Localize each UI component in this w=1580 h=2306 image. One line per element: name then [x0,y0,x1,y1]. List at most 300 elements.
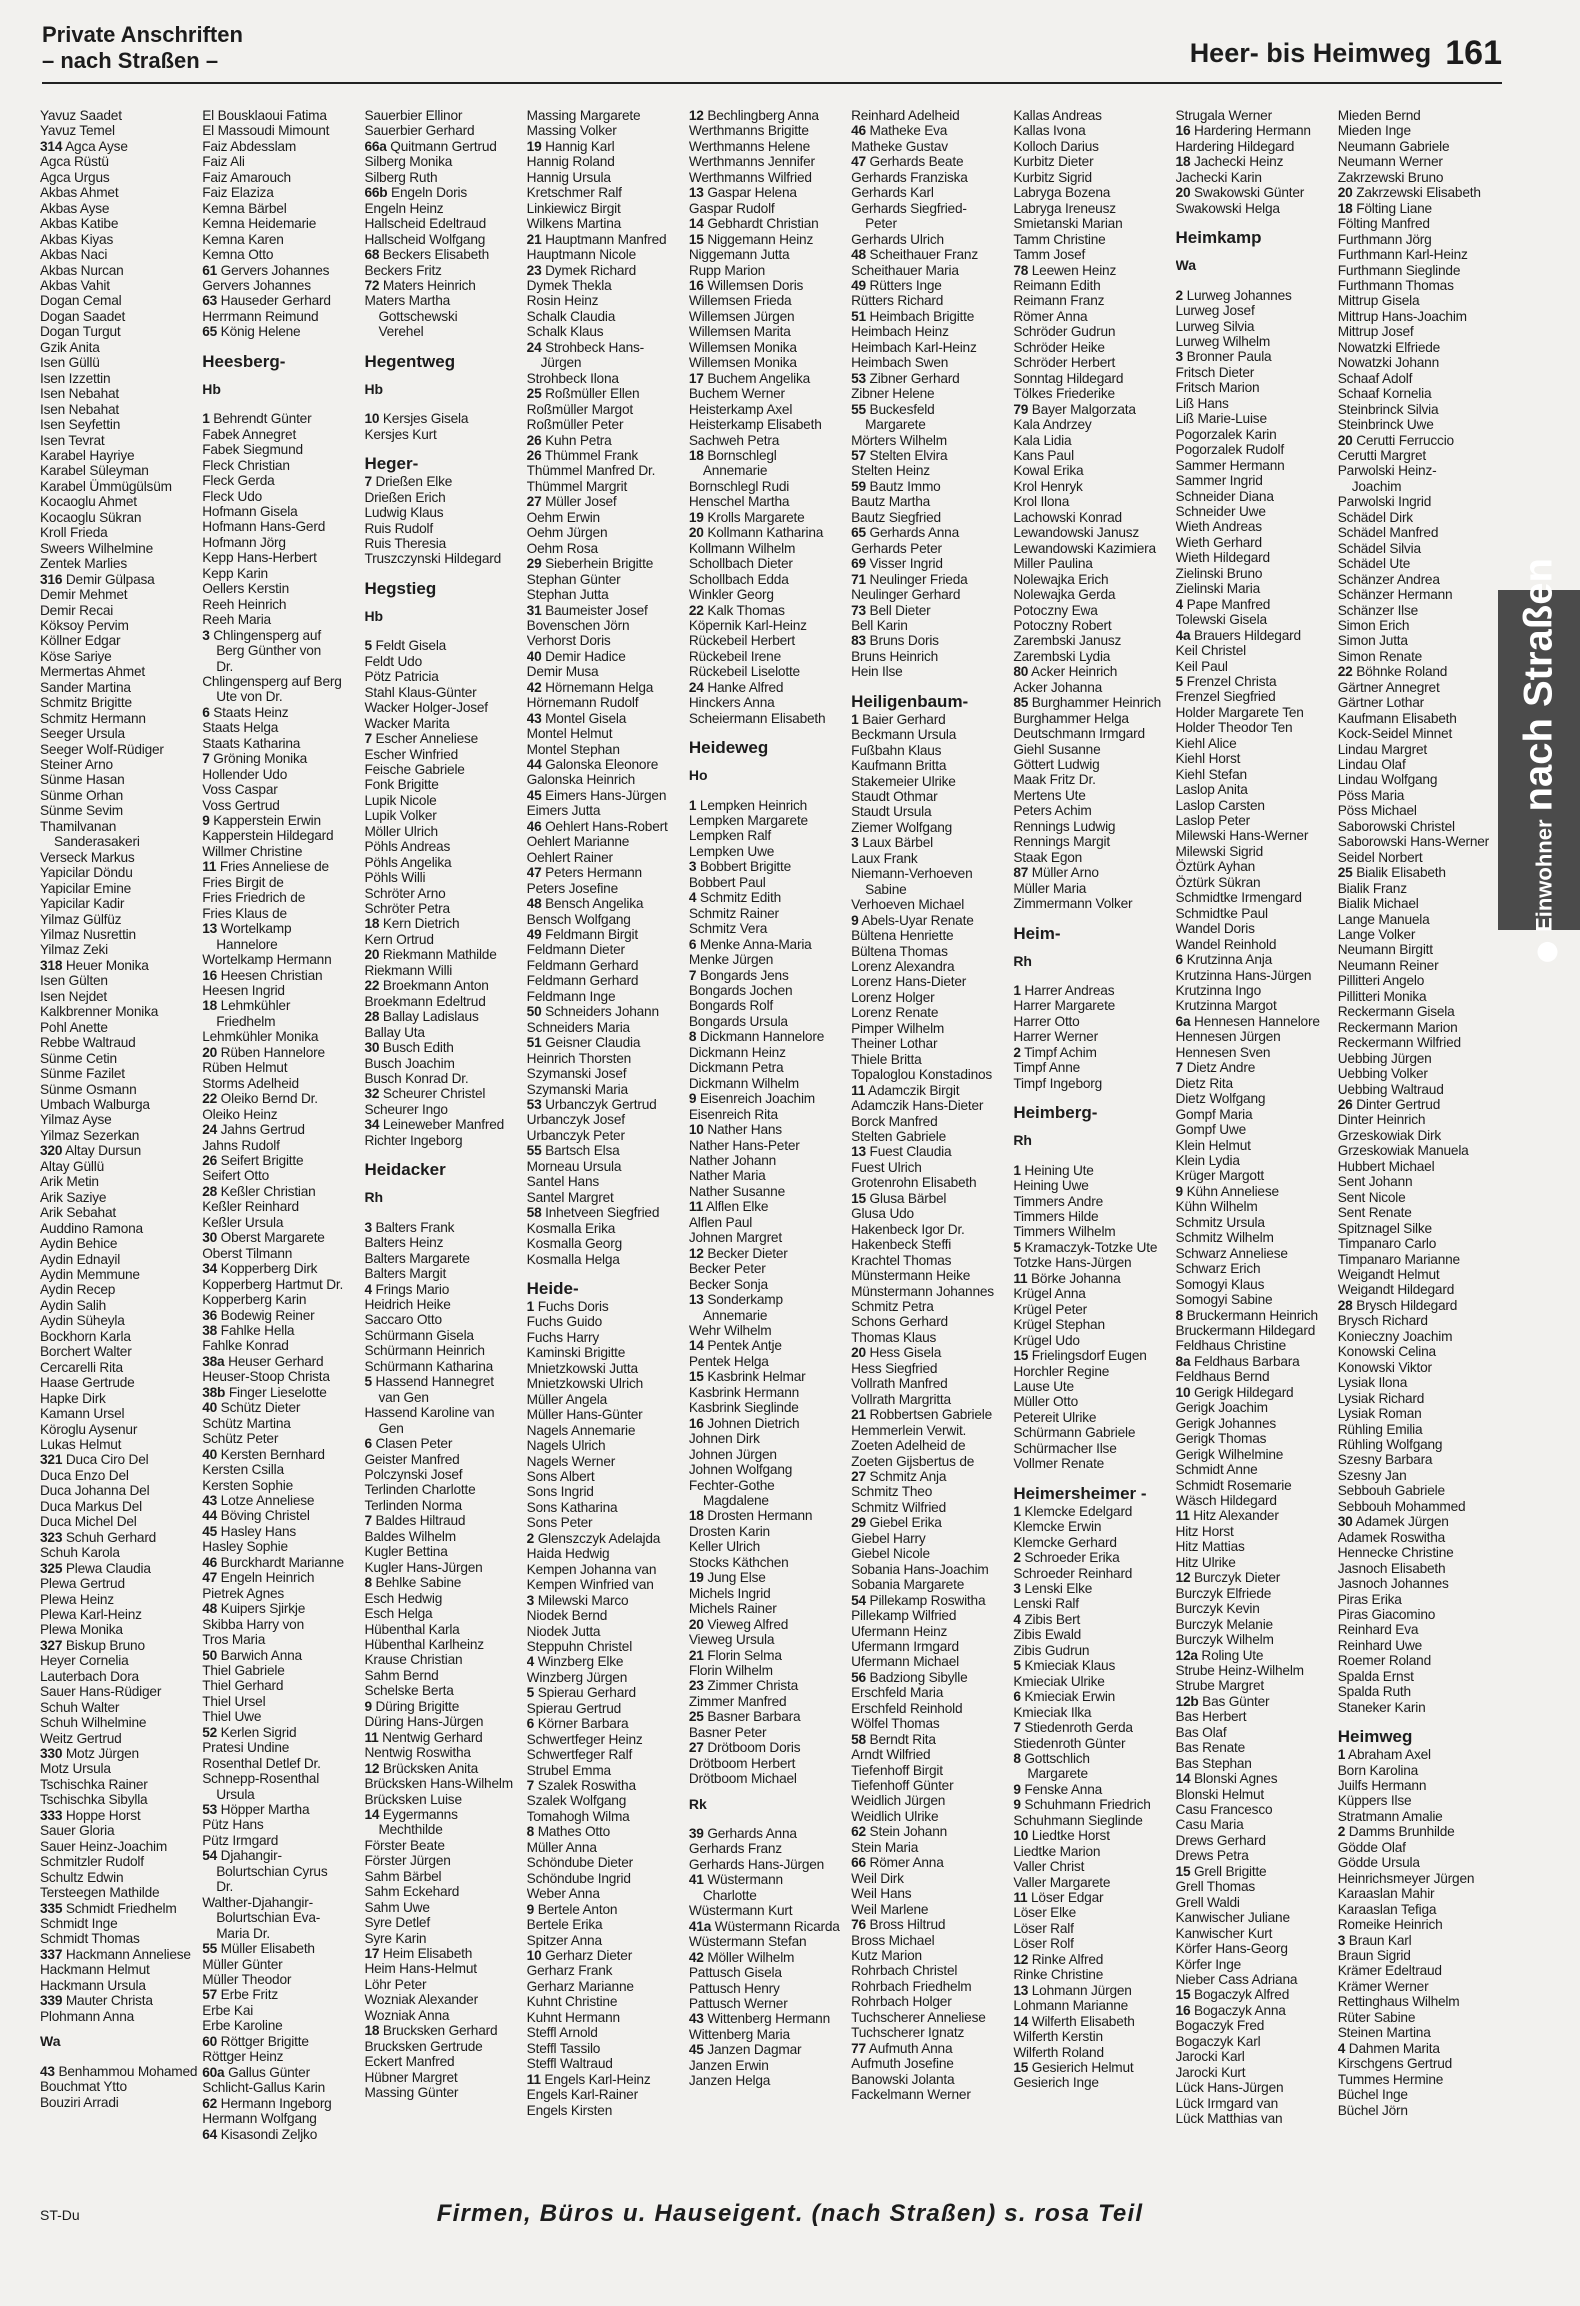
resident-name: Thümmel Frank [544,447,639,463]
resident-name: Fuest Claudia [869,1144,952,1160]
resident-name: Krutzinna Ingo [1175,983,1261,999]
resident-entry [1176,2003,1334,2018]
resident-entry [40,1576,198,1591]
resident-name: Höpper Martha [220,1802,310,1818]
resident-name: Grzeskowiak Dirk [1337,1127,1442,1143]
house-number: 1 [1013,983,1021,999]
resident-entry [40,896,198,911]
resident-name: Nolewajka Erich [1013,571,1109,587]
district-code: Hb [364,607,384,624]
resident-entry [851,340,1009,355]
resident-name: Kala Andrzey [1013,417,1092,433]
street-heading: Heidacker [364,1160,446,1180]
resident-entry [1176,1261,1334,1276]
resident-name: Nagels Annemarie [526,1422,636,1438]
resident-name: Krämer Edeltraud [1337,1963,1442,1979]
resident-entry [1176,1354,1334,1369]
resident-name: Faiz Ali [202,154,245,170]
resident-entry [689,1462,847,1477]
resident-entry [527,788,685,803]
house-number: 2 [526,1530,535,1546]
resident-name: Behrendt Günter [213,411,312,427]
resident-name: Fabek Siegmund [202,442,303,458]
resident-entry [202,278,360,293]
resident-name: Roßmüller Ellen [545,386,640,402]
resident-entry [1338,1653,1496,1668]
resident-entry [1013,649,1171,664]
resident-entry [40,1236,198,1251]
resident-name: Lorenz Renate [851,1005,939,1021]
resident-name: Urbanczyk Josef [526,1112,625,1128]
resident-name: Löser Elke [1013,1905,1076,1921]
resident-entry [689,1663,847,1678]
house-number: 333 [40,1807,63,1823]
resident-name: Hörnemann Helga [545,679,654,695]
resident-entry [689,216,847,231]
resident-entry [851,510,1009,525]
resident-name: Szalek Wolfgang [526,1793,627,1809]
resident-name: Topaloglou Konstadinos [851,1067,993,1083]
resident-entry [689,1416,847,1431]
resident-entry [527,633,685,648]
resident-name: Szymanski Josef [526,1066,627,1082]
resident-entry [1176,937,1334,952]
resident-name: Münstermann Heike [851,1268,971,1284]
resident-entry [364,1575,522,1590]
resident-entry [1013,1875,1171,1890]
resident-entry [364,1312,522,1327]
house-number: 14 [1013,2013,1029,2029]
resident-name: Laslop Anita [1175,782,1248,798]
resident-entry [527,1654,685,1669]
resident-name: Mieden Bernd [1337,108,1421,123]
resident-name: Fries Birgit de [202,874,284,890]
resident-entry [1338,1128,1496,1143]
resident-entry [1176,288,1334,303]
resident-entry [689,1199,847,1214]
resident-name: Szesny Jan [1337,1467,1407,1483]
resident-name: Bell Karin [851,617,908,633]
resident-entry [851,727,1009,742]
resident-name: Krügel Stephan [1013,1317,1105,1333]
resident-entry [364,1117,522,1132]
resident-name: Sebbouh Gabriele [1337,1483,1445,1499]
resident-entry [689,1740,847,1755]
resident-entry [364,1853,522,1868]
resident-name: Erbe Karoline [202,2018,283,2034]
resident-name: Lysiak Richard [1337,1390,1425,1406]
resident-name: Kern Dietrich [382,916,460,932]
resident-entry [1338,1886,1496,1901]
resident-entry [851,1376,1009,1391]
resident-name: Nowatzki Elfriede [1337,339,1441,355]
resident-entry [1338,525,1496,540]
resident-name: Jasnoch Elisabeth [1337,1560,1446,1576]
resident-entry [1338,448,1496,463]
resident-name: Frielingsdorf Eugen [1031,1348,1147,1364]
resident-entry [527,232,685,247]
resident-entry [1338,1004,1496,1019]
resident-entry [527,479,685,494]
resident-entry [1338,1638,1496,1653]
resident-entry [1013,865,1171,880]
resident-name: Cercarelli Rita [40,1359,123,1375]
resident-entry [689,664,847,679]
resident-entry [202,1539,360,1554]
house-number: 25 [1337,865,1353,881]
resident-name: Kapperstein Erwin [213,813,321,829]
resident-entry [851,1624,1009,1639]
resident-name: Michels Rainer [688,1601,777,1617]
resident-name: Lorenz Alexandra [851,959,955,975]
house-number: 13 [688,1292,704,1308]
resident-name: Banowski Jolanta [851,2071,955,2087]
resident-entry [202,1972,360,1987]
resident-entry [1338,2103,1496,2118]
house-number: 34 [364,1117,380,1133]
resident-name: Sebbouh Mohammed [1337,1498,1466,1514]
resident-entry [202,489,360,504]
resident-entry [527,1345,685,1360]
resident-entry [1176,123,1334,138]
entry-continuation: Magdalene [702,1492,769,1508]
resident-entry [1338,881,1496,896]
resident-name: Feldt Gisela [375,638,447,654]
resident-name: Grell Waldi [1175,1894,1240,1910]
resident-name: Isen Nebahat [40,401,120,417]
resident-name: Dietz Wolfgang [1175,1091,1266,1107]
resident-entry [689,1122,847,1137]
resident-name: Horchler Regine [1013,1363,1110,1379]
resident-name: Glusa Udo [851,1206,914,1222]
resident-entry [527,649,685,664]
resident-name: Broekmann Edeltrud [364,993,486,1009]
resident-entry [364,185,522,200]
house-number: 47 [526,865,542,881]
resident-entry [40,1313,198,1328]
resident-name: Zarembski Lydia [1013,648,1111,664]
house-number: 4 [1337,2040,1346,2056]
resident-name: Drews Gerhard [1175,1832,1266,1848]
resident-name: Djahangir- [220,1848,282,1864]
resident-name: Nather Johann [688,1153,777,1168]
resident-name: Reinhard Uwe [1337,1637,1423,1653]
resident-entry [1176,1570,1334,1585]
resident-entry [40,510,198,525]
resident-name: Faiz Elaziza [202,185,274,201]
resident-entry [689,1246,847,1261]
resident-entry [40,912,198,927]
resident-entry [527,819,685,834]
resident-name: Schädel Silvia [1337,540,1421,556]
resident-name: Milewski Marco [537,1592,629,1608]
resident-entry [202,1694,360,1709]
resident-entry [527,1004,685,1019]
resident-name: Klemcke Erwin [1013,1519,1102,1535]
house-number: 25 [526,386,542,402]
resident-name: Adamczik Birgit [868,1082,960,1098]
resident-name: Burczyk Wilhelm [1175,1632,1274,1648]
resident-name: Gzik Anita [40,339,100,355]
resident-name: Menke Anna-Maria [699,936,812,952]
resident-name: Basner Peter [688,1724,767,1740]
resident-name: König Helene [220,324,301,340]
resident-entry [1013,1224,1171,1239]
house-number: 15 [1013,2060,1029,2076]
resident-entry [689,1919,847,1934]
resident-entry [851,820,1009,835]
resident-name: Hennesen Jürgen [1175,1029,1281,1045]
house-number: 12a [1175,1647,1198,1663]
resident-name: Oberst Tilmann [202,1245,293,1261]
resident-name: Plewa Claudia [65,1560,151,1576]
resident-name: Heesen Christian [220,967,323,983]
resident-entry [202,890,360,905]
resident-entry [40,247,198,262]
resident-entry [364,685,522,700]
resident-name: Hermann Wolfgang [202,2111,317,2127]
resident-name: Szesny Barbara [1337,1452,1433,1468]
resident-name: Esch Hedwig [364,1590,443,1606]
resident-name: Hörnemann Rudolf [526,695,639,711]
resident-name: Sammer Hermann [1175,457,1285,473]
resident-name: Lupik Nicole [364,792,437,808]
resident-entry [689,798,847,813]
resident-entry [1176,798,1334,813]
resident-entry [202,185,360,200]
resident-name: Nieber Cass Adriana [1175,1972,1298,1988]
house-number: 29 [526,556,542,572]
resident-name: Kramaczyk-Totzke Ute [1024,1239,1158,1255]
resident-name: Liß Marie-Luise [1175,411,1267,427]
resident-name: Bechlingberg Anna [707,108,819,123]
resident-entry [851,1809,1009,1824]
resident-entry [851,1067,1009,1082]
resident-name: Kühn Anneliese [1186,1183,1279,1199]
resident-entry [689,1354,847,1369]
resident-entry [851,1763,1009,1778]
resident-entry [1176,2065,1334,2080]
resident-entry [689,1725,847,1740]
resident-entry [527,371,685,386]
resident-entry [527,958,685,973]
resident-name: Pütz Irmgard [202,1832,279,1848]
resident-name: Winzberg Elke [537,1654,624,1670]
resident-name: Küppers Ilse [1337,1793,1412,1809]
resident-entry [851,1222,1009,1237]
resident-name: Fleck Christian [202,457,290,473]
resident-name: Akbas Vahit [40,277,110,293]
resident-entry [202,201,360,216]
resident-name: Kock-Seidel Minnet [1337,726,1453,742]
resident-entry [364,1652,522,1667]
resident-name: Rohrbach Holger [851,1994,952,2010]
resident-entry [1176,1230,1334,1245]
resident-name: Strugala Werner [1175,108,1272,123]
resident-name: Kisasondi Zeljko [220,2126,318,2142]
resident-name: Köroglu Aysenur [40,1421,138,1437]
resident-entry [202,1957,360,1972]
resident-name: Reeh Maria [202,612,271,628]
resident-entry [364,1946,522,1961]
resident-name: Pillitteri Monika [1337,988,1427,1004]
resident-name: Fonk Brigitte [364,777,439,793]
resident-name: Lewandowski Kazimiera [1013,540,1156,556]
resident-name: Bültena Thomas [851,943,948,959]
house-number: 1 [202,411,210,427]
house-number: 6 [526,1716,535,1732]
bullet-icon [1537,942,1557,962]
resident-name: Cerutti Margret [1337,447,1427,463]
resident-name: Karabel Hayriye [40,447,135,463]
resident-entry [689,1934,847,1949]
resident-entry [1176,396,1334,411]
resident-entry [1338,108,1496,123]
resident-name: Urbanczyk Peter [526,1127,625,1143]
resident-entry [1176,334,1334,349]
resident-name: Löser Rolf [1013,1936,1074,1952]
resident-entry [364,1606,522,1621]
resident-entry [1176,767,1334,782]
resident-name: Steinbrinck Silvia [1337,401,1439,417]
resident-name: Altay Dursun [65,1143,142,1159]
resident-entry [1176,1678,1334,1693]
resident-entry [689,1292,847,1307]
resident-entry [364,1513,522,1528]
house-number: 3 [1175,349,1183,365]
resident-entry [40,1885,198,1900]
entry-continuation: Gottschewski [378,308,458,324]
house-number: 65 [202,324,218,340]
resident-entry [1338,263,1496,278]
header-subtitle: – nach Straßen – [42,48,219,73]
resident-name: Lempken Ralf [688,828,771,844]
resident-name: Eygermanns [382,1806,458,1822]
entry-continuation: Jürgen [540,355,582,371]
resident-name: Börke Johanna [1031,1270,1121,1286]
entry-continuation: van Gen [378,1389,429,1405]
resident-name: Juilfs Hermann [1337,1778,1427,1794]
resident-name: Hauptmann Manfred [545,231,667,247]
entry-continuation: Bolurtschian Eva- [216,1910,321,1926]
resident-entry [851,1593,1009,1608]
resident-entry [851,1284,1009,1299]
resident-entry [1176,890,1334,905]
resident-name: Thiel Gerhard [202,1678,284,1694]
resident-entry [527,2010,685,2025]
resident-entry [40,726,198,741]
resident-entry [202,1385,360,1400]
resident-name: Feldt Udo [364,653,422,669]
resident-name: Furthmann Karl-Heinz [1337,247,1468,263]
resident-entry [202,1153,360,1168]
house-number: 9 [202,813,210,829]
resident-entry [689,2042,847,2057]
resident-name: Drötboom Herbert [688,1755,796,1771]
resident-name: Neumann Birgitt [1337,942,1433,958]
house-number: 40 [202,1446,218,1462]
resident-entry [202,1895,360,1910]
resident-entry [527,1454,685,1469]
resident-entry [1176,489,1334,504]
resident-entry [202,1586,360,1601]
resident-entry [851,649,1009,664]
resident-name: Konieczny Joachim [1337,1328,1453,1344]
resident-entry [527,417,685,432]
house-number: 4 [688,890,697,906]
resident-entry [364,870,522,885]
resident-name: Ruis Theresia [364,535,447,551]
resident-entry [1176,597,1334,612]
resident-name: Akbas Ayse [40,200,110,216]
resident-entry [1338,1298,1496,1313]
resident-entry [364,505,522,520]
resident-entry [851,974,1009,989]
resident-entry [851,1114,1009,1129]
house-number: 21 [688,1647,704,1663]
resident-entry [40,958,198,973]
resident-entry [527,402,685,417]
house-number: 1 [688,797,697,813]
page-number: 161 [1445,34,1502,72]
resident-entry [527,1716,685,1731]
resident-entry [527,1035,685,1050]
resident-entry [1338,772,1496,787]
resident-entry [527,1128,685,1143]
resident-name: Sahm Uwe [364,1899,430,1915]
resident-name: Bross Hiltrud [869,1917,946,1933]
house-number: 24 [526,339,542,355]
house-number: 9 [851,912,859,928]
resident-entry [851,1778,1009,1793]
resident-name: Aydin Ednayil [40,1251,121,1267]
resident-entry [1013,1813,1171,1828]
resident-name: Wilferth Elisabeth [1031,2013,1135,2029]
resident-entry [527,1933,685,1948]
resident-name: Dinter Gertrud [1356,1097,1441,1112]
resident-name: Romeike Heinrich [1337,1917,1443,1933]
resident-entry [1176,705,1334,720]
resident-entry [1013,1782,1171,1797]
resident-entry [1013,2075,1171,2090]
resident-name: Schmitz Wilhelm [1175,1230,1274,1246]
resident-name: Krolls Margarete [707,509,805,525]
resident-entry [527,1299,685,1314]
resident-entry [1013,1240,1171,1255]
resident-name: Vieweg Alfred [707,1616,789,1632]
house-number: 55 [851,401,866,417]
resident-name: Kern Ortrud [364,931,434,947]
resident-entry [689,1601,847,1616]
resident-name: Smietanski Marian [1013,216,1123,232]
resident-entry [689,123,847,138]
resident-name: Thomas Klaus [851,1329,937,1345]
resident-entry [527,1948,685,1963]
house-number: 12 [1013,1951,1029,1967]
house-number: 55 [202,1941,218,1957]
resident-entry [40,324,198,339]
resident-name: Montel Gisela [545,710,627,726]
resident-entry [1338,742,1496,757]
resident-entry [689,1756,847,1771]
house-number: 64 [202,2126,218,2142]
resident-entry [1176,1199,1334,1214]
resident-entry [364,1961,522,1976]
resident-entry [689,1903,847,1918]
resident-name: Dymek Richard [545,262,637,278]
resident-name: Dymek Thekla [526,277,612,293]
header-rule [42,82,1502,84]
